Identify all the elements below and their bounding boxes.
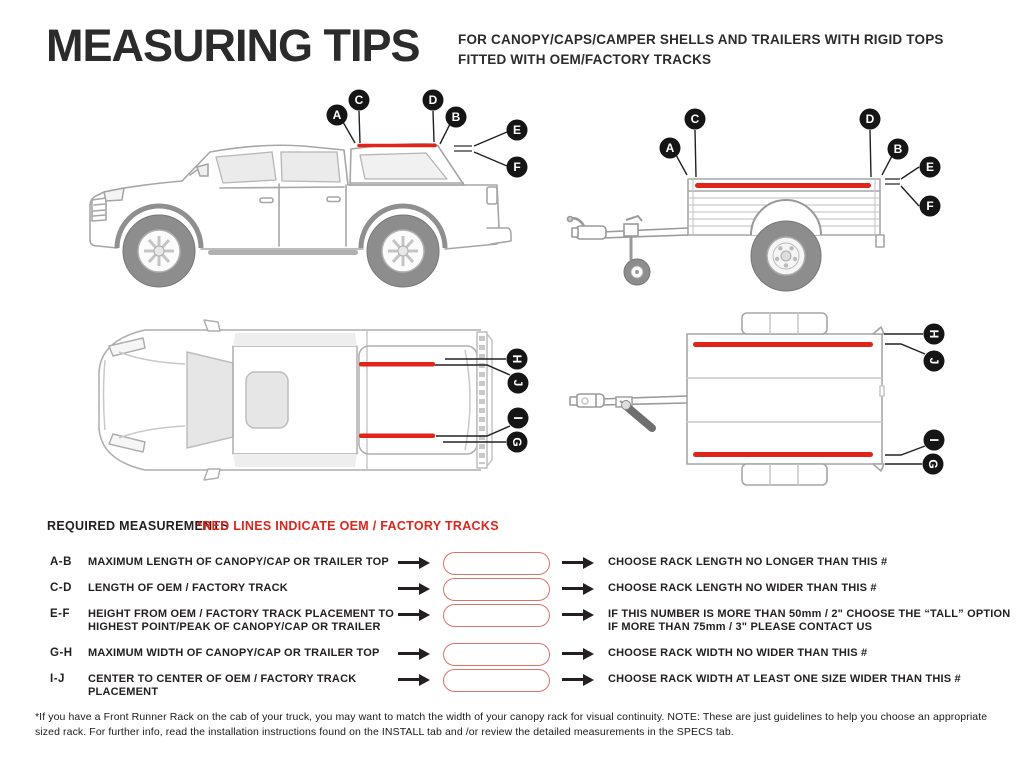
oem-track-line	[359, 434, 435, 439]
svg-text:I: I	[926, 438, 941, 442]
svg-text:I: I	[510, 416, 525, 420]
truck-canopy	[350, 144, 464, 185]
svg-text:G: G	[925, 459, 940, 469]
svg-text:H: H	[509, 354, 524, 364]
truck-side-view-diagram	[60, 88, 540, 295]
rear-wheel	[367, 215, 439, 287]
oem-track-line	[693, 342, 873, 347]
required-measurements-heading: REQUIRED MEASUREMENTS	[47, 519, 230, 533]
svg-text:B: B	[893, 142, 903, 157]
svg-text:F: F	[513, 160, 521, 175]
oem-track-line	[693, 452, 873, 457]
arrow-right-icon	[562, 652, 584, 655]
footnote: *If you have a Front Runner Rack on the cab of your truck, you may want to match the width of your canopy rack for visual continuity. NOTE: These are just guidelines to help you choose an appropriate sized rack. For further info, read the installation instructions found on the INSTALL tab and /or review the detailed measurements in the SPECS tab.	[35, 711, 988, 738]
measurement-description: HEIGHT FROM OEM / FACTORY TRACK PLACEMENT TO HIGHEST POINT/PEAK OF CANOPY/CAP OR TRAILER	[88, 608, 395, 633]
arrow-right-icon	[562, 613, 584, 616]
arrow-right-icon	[562, 678, 584, 681]
measurement-code: E-F	[50, 608, 71, 620]
truck-top-view-diagram	[85, 300, 545, 490]
oem-track-line	[359, 362, 435, 367]
svg-text:F: F	[926, 199, 934, 214]
trailer-side-view-diagram	[560, 88, 1000, 300]
svg-text:A: A	[332, 108, 342, 123]
measurement-description: LENGTH OF OEM / FACTORY TRACK	[88, 582, 288, 594]
oem-track-line	[695, 183, 871, 188]
page-title: MEASURING TIPS	[46, 20, 420, 71]
trailer-wheel	[751, 221, 821, 291]
arrow-right-icon	[398, 613, 420, 616]
measurement-guidance: CHOOSE RACK WIDTH AT LEAST ONE SIZE WIDER THAN THIS #	[608, 673, 961, 685]
svg-text:G: G	[509, 437, 524, 447]
svg-text:C: C	[690, 112, 700, 127]
callout-lines	[435, 359, 510, 442]
trailer-top-body	[687, 313, 884, 485]
arrow-right-icon	[398, 678, 420, 681]
svg-text:C: C	[354, 93, 364, 108]
arrow-right-icon	[562, 561, 584, 564]
svg-text:H: H	[926, 329, 941, 339]
measurement-value-field[interactable]	[443, 578, 550, 601]
svg-text:D: D	[428, 93, 438, 108]
measurement-guidance: CHOOSE RACK WIDTH NO WIDER THAN THIS #	[608, 647, 868, 659]
arrow-right-icon	[398, 561, 420, 564]
jockey-wheel	[624, 216, 650, 285]
svg-text:E: E	[512, 123, 522, 138]
measurement-description: CENTER TO CENTER OF OEM / FACTORY TRACK PLACEMENT	[88, 673, 357, 698]
trailer-top-view-diagram	[560, 298, 1000, 492]
measurement-guidance-line2: IF MORE THAN 75mm / 3" PLEASE CONTACT US	[608, 621, 873, 633]
callout-lines	[884, 334, 925, 464]
svg-text:J: J	[510, 379, 525, 387]
measurement-code: A-B	[50, 556, 72, 568]
svg-text:B: B	[451, 110, 461, 125]
arrow-right-icon	[398, 587, 420, 590]
svg-text:A: A	[665, 141, 675, 156]
svg-text:E: E	[925, 160, 935, 175]
callout-markers	[507, 349, 529, 453]
measurement-value-field[interactable]	[443, 604, 550, 627]
measurement-row-ef	[0, 604, 1024, 648]
svg-text:D: D	[865, 112, 875, 127]
svg-text:J: J	[926, 357, 941, 365]
truck-top-body	[99, 320, 492, 480]
measurement-code: C-D	[50, 582, 72, 594]
measurement-description: MAXIMUM WIDTH OF CANOPY/CAP OR TRAILER TOP	[88, 647, 380, 659]
arrow-right-icon	[562, 587, 584, 590]
measurement-description: MAXIMUM LENGTH OF CANOPY/CAP OR TRAILER TOP	[88, 556, 389, 568]
truck-cab-windows	[216, 152, 340, 183]
callout-markers	[923, 324, 945, 475]
track-height-mark	[885, 179, 900, 184]
track-height-mark	[454, 146, 472, 151]
measurement-code: G-H	[50, 647, 73, 659]
measurement-value-field[interactable]	[443, 552, 550, 575]
measurement-value-field[interactable]	[443, 669, 550, 692]
front-wheel	[123, 215, 195, 287]
arrow-right-icon	[398, 652, 420, 655]
measurement-row-ij	[0, 669, 1024, 713]
measurement-code: I-J	[50, 673, 65, 685]
measurement-guidance: CHOOSE RACK LENGTH NO LONGER THAN THIS #	[608, 556, 888, 568]
handbrake-crank	[616, 397, 652, 428]
page-subtitle: FOR CANOPY/CAPS/CAMPER SHELLS AND TRAILERS WITH RIGID TOPS FITTED WITH OEM/FACTORY TRACKS	[458, 32, 944, 67]
measurement-value-field[interactable]	[443, 643, 550, 666]
red-lines-note: *RED LINES INDICATE OEM / FACTORY TRACKS	[197, 519, 499, 533]
measurement-guidance: CHOOSE RACK LENGTH NO WIDER THAN THIS #	[608, 582, 877, 594]
running-board	[208, 250, 358, 255]
measurement-guidance: IF THIS NUMBER IS MORE THAN 50mm / 2" CHOOSE THE “TALL” OPTION	[608, 608, 1011, 620]
